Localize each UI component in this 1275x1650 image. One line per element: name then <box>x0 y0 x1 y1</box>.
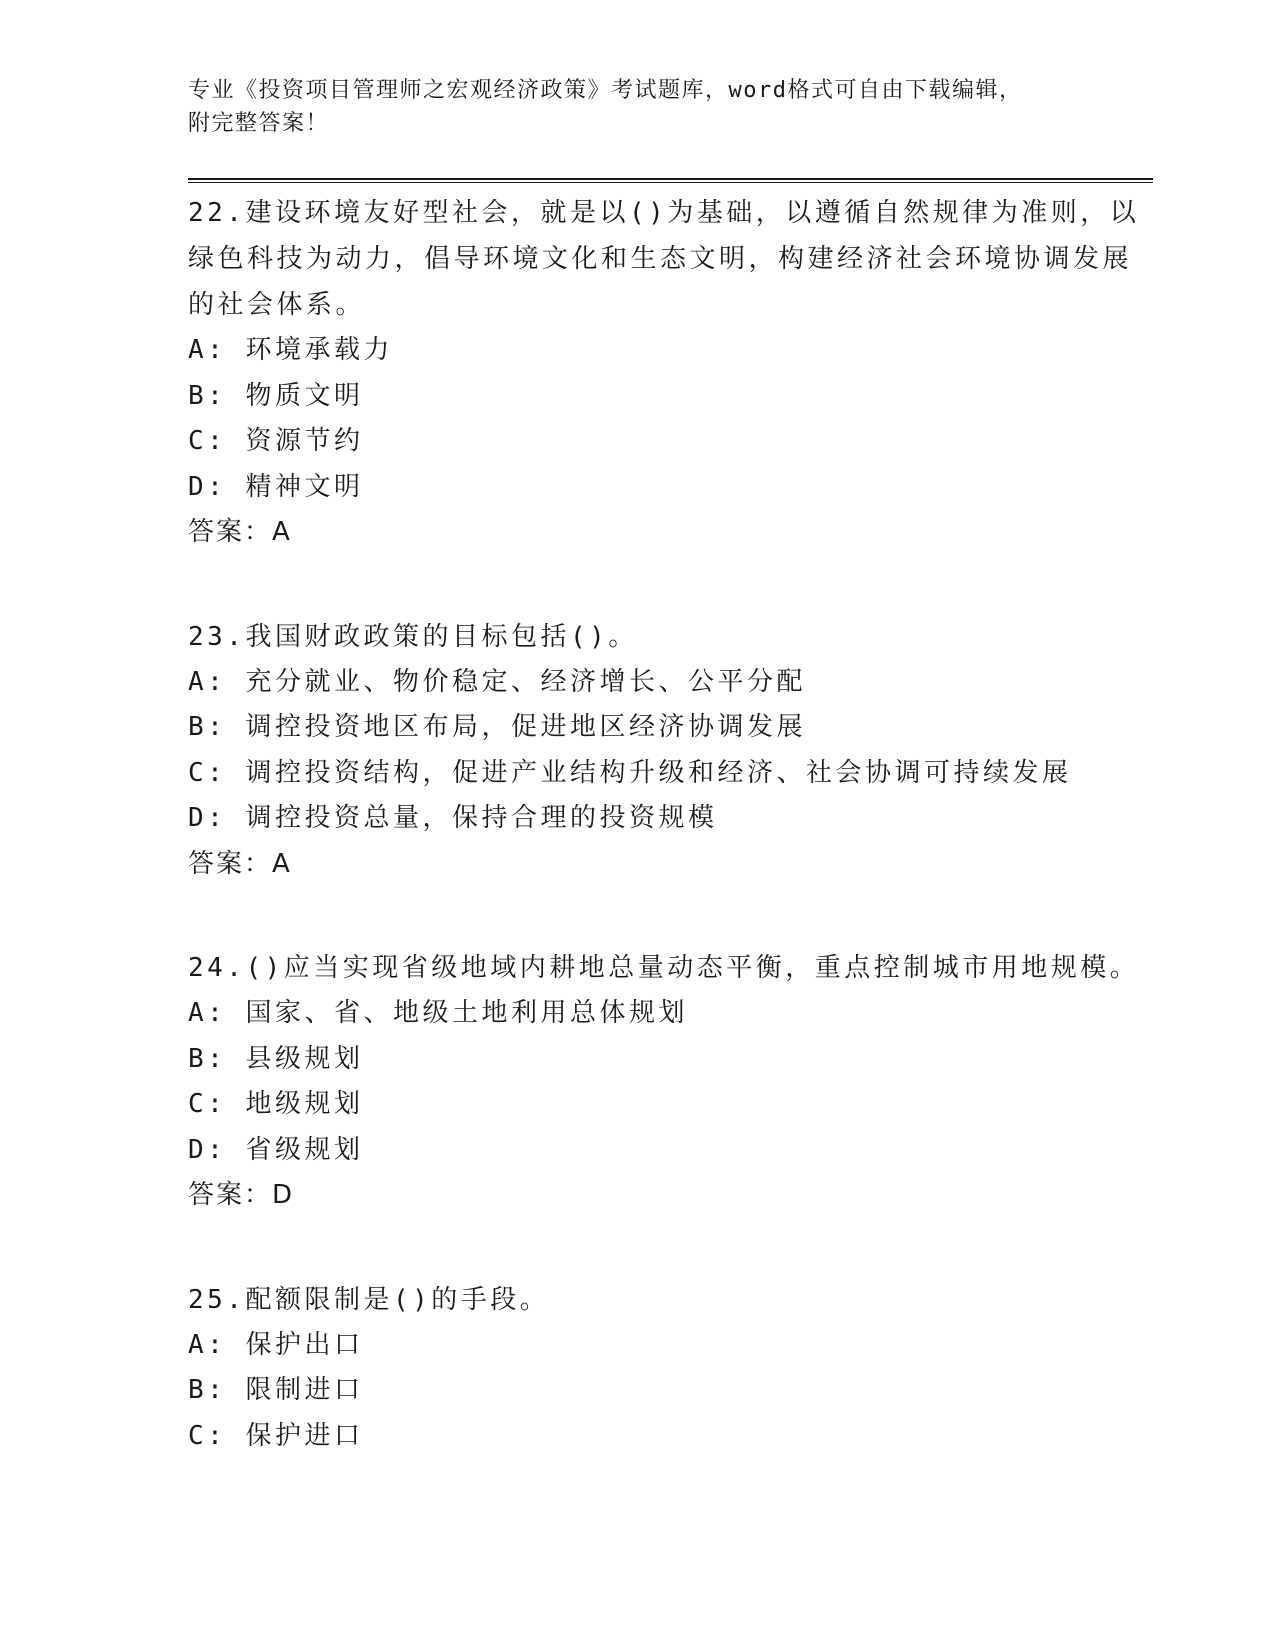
header-line-2: 附完整答案！ <box>188 111 330 136</box>
option-b: B: 县级规划 <box>188 1043 364 1074</box>
question-text: 22.建设环境友好型社会，就是以()为基础，以遵循自然规律为准则，以绿色科技为动力，倡导环境文化和生态文明，构建经济社会环境协调发展的社会体系。 <box>188 198 1140 320</box>
option-a: A: 保护出口 <box>188 1329 364 1360</box>
question-text: 24.()应当实现省级地域内耕地总量动态平衡，重点控制城市用地规模。 <box>188 953 1140 983</box>
header-divider <box>188 178 1153 183</box>
question-24 <box>188 945 1153 1219</box>
question-22 <box>188 190 1153 556</box>
option-a: A: 充分就业、物价稳定、经济增长、公平分配 <box>188 666 806 697</box>
option-a: A: 环境承载力 <box>188 335 393 365</box>
answer-label: 答案：A <box>188 517 292 547</box>
option-a: A: 国家、省、地级土地利用总体规划 <box>188 998 688 1028</box>
option-c: C: 资源节约 <box>188 426 364 456</box>
option-d: D: 省级规划 <box>188 1134 364 1165</box>
option-b: B: 限制进口 <box>188 1375 364 1405</box>
question-text: 23.我国财政政策的目标包括()。 <box>188 621 638 652</box>
option-b: B: 调控投资地区布局，促进地区经济协调发展 <box>188 712 806 742</box>
answer-label: 答案：A <box>188 848 292 879</box>
option-c: C: 调控投资结构，促进产业结构升级和经济、社会协调可持续发展 <box>188 757 1072 788</box>
option-b: B: 物质文明 <box>188 380 364 411</box>
question-list <box>188 190 1153 1517</box>
option-c: C: 地级规划 <box>188 1089 364 1119</box>
document-header <box>188 74 1068 140</box>
header-line-1: 专业《投资项目管理师之宏观经济政策》考试题库，word格式可自由下载编辑， <box>188 78 1023 103</box>
option-d: D: 精神文明 <box>188 471 364 502</box>
option-c: C: 保护进口 <box>188 1420 364 1451</box>
question-text: 25.配额限制是()的手段。 <box>188 1284 550 1315</box>
answer-label: 答案：D <box>188 1180 295 1210</box>
question-25 <box>188 1277 1153 1460</box>
question-23 <box>188 614 1153 888</box>
option-d: D: 调控投资总量，保持合理的投资规模 <box>188 803 718 833</box>
